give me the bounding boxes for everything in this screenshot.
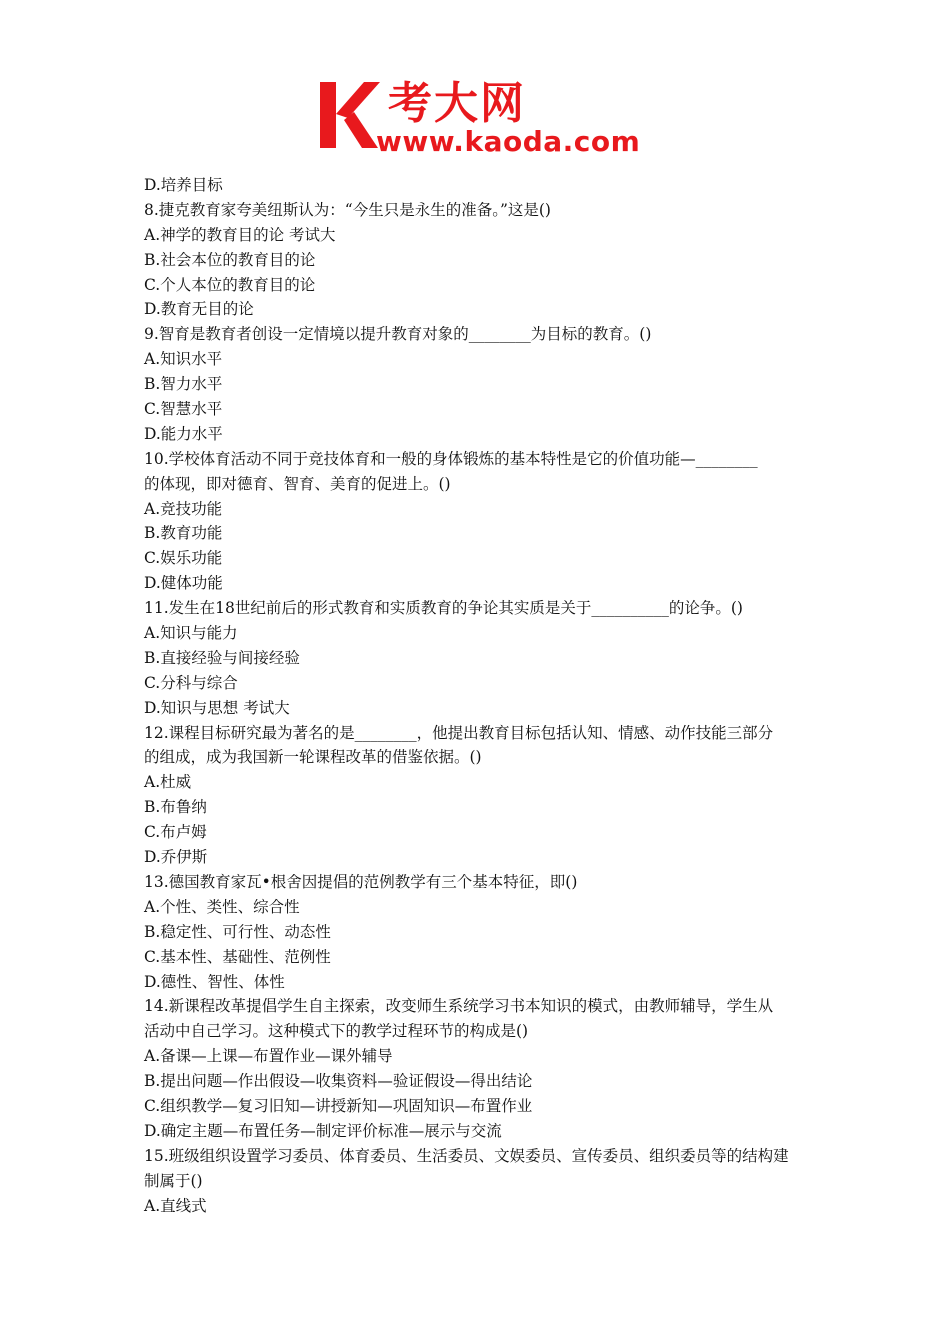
answer-option: A.杜威 xyxy=(144,773,192,792)
answer-option: D.德性、智性、体性 xyxy=(144,972,285,991)
answer-option: A.神学的教育目的论 考试大 xyxy=(144,225,336,244)
question-text: 11.发生在18世纪前后的形式教育和实质教育的争论其实质是关于__________的论争。() xyxy=(144,599,743,618)
answer-option: C.智慧水平 xyxy=(144,400,223,419)
exam-questions xyxy=(144,173,812,1218)
answer-option: D.能力水平 xyxy=(144,424,223,443)
answer-option: C.布卢姆 xyxy=(144,823,207,842)
question-text: 10.学校体育活动不同于竞技体育和一般的身体锻炼的基本特性是它的价值功能—________ xyxy=(144,449,758,468)
k-logo-icon xyxy=(318,80,380,150)
question-text: 8.捷克教育家夸美纽斯认为：“今生只是永生的准备。”这是() xyxy=(144,200,551,219)
answer-option: A.直线式 xyxy=(144,1196,207,1215)
question-text: 12.课程目标研究最为著名的是________，他提出教育目标包括认知、情感、动作技能三部分 xyxy=(144,723,774,742)
answer-option: B.提出问题—作出假设—收集资料—验证假设—得出结论 xyxy=(144,1072,533,1091)
answer-option: C.组织教学—复习旧知—讲授新知—巩固知识—布置作业 xyxy=(144,1096,533,1115)
question-text-continued: 的组成，成为我国新一轮课程改革的借鉴依据。() xyxy=(144,748,482,767)
question-text: 14.新课程改革提倡学生自主探索，改变师生系统学习书本知识的模式，由教师辅导，学生从 xyxy=(144,997,774,1016)
answer-option: D.健体功能 xyxy=(144,574,223,593)
kaoda-logo xyxy=(318,80,648,160)
logo-chinese-text: 考大网 xyxy=(388,78,526,129)
question-text: 15.班级组织设置学习委员、体育委员、生活委员、文娱委员、宣传委员、组织委员等的结构建 xyxy=(144,1146,789,1165)
answer-option: B.布鲁纳 xyxy=(144,798,207,817)
logo-url-text: www.kaoda.com xyxy=(376,125,641,158)
answer-option: C.娱乐功能 xyxy=(144,549,223,568)
answer-option: D.乔伊斯 xyxy=(144,848,208,867)
answer-option: B.稳定性、可行性、动态性 xyxy=(144,922,331,941)
question-text-continued: 的体现，即对德育、智育、美育的促进上。() xyxy=(144,474,451,493)
answer-option: C.分科与综合 xyxy=(144,673,238,692)
answer-option: D.知识与思想 考试大 xyxy=(144,698,290,717)
answer-option: D.确定主题—布置任务—制定评价标准—展示与交流 xyxy=(144,1121,502,1140)
answer-option: B.直接经验与间接经验 xyxy=(144,648,300,667)
question-text-continued: 制属于() xyxy=(144,1171,203,1190)
answer-option: C.个人本位的教育目的论 xyxy=(144,275,316,294)
answer-option: B.智力水平 xyxy=(144,375,223,394)
answer-option: A.个性、类性、综合性 xyxy=(144,897,300,916)
answer-option: D.培养目标 xyxy=(144,176,223,194)
answer-option: A.竞技功能 xyxy=(144,499,223,518)
answer-option: A.备课—上课—布置作业—课外辅导 xyxy=(144,1047,393,1066)
answer-option: B.社会本位的教育目的论 xyxy=(144,250,316,269)
question-text: 13.德国教育家瓦•根舍因提倡的范例教学有三个基本特征，即() xyxy=(144,872,578,891)
answer-option: B.教育功能 xyxy=(144,524,223,543)
answer-option: A.知识与能力 xyxy=(144,624,238,643)
answer-option: A.知识水平 xyxy=(144,350,223,369)
answer-option: C.基本性、基础性、范例性 xyxy=(144,947,331,966)
question-text-continued: 活动中自己学习。这种模式下的教学过程环节的构成是() xyxy=(144,1022,529,1041)
answer-option: D.教育无目的论 xyxy=(144,300,254,319)
question-text: 9.智育是教育者创设一定情境以提升教育对象的________为目标的教育。() xyxy=(144,325,652,344)
